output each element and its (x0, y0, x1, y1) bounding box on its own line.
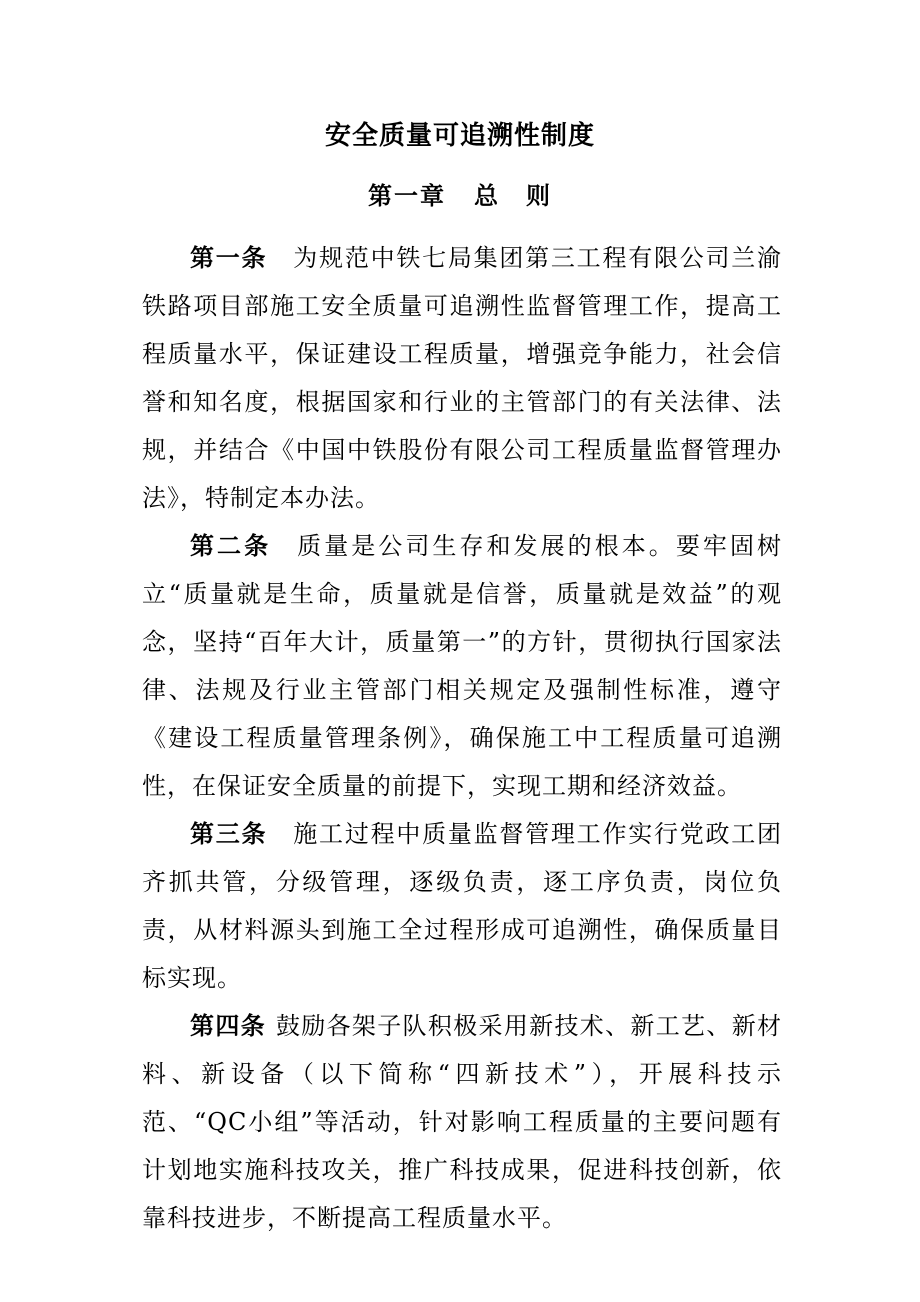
article-label: 第一条 (190, 244, 268, 272)
article-text: 施工过程中质量监督管理工作实行党政工团齐抓共管，分级管理，逐级负责，逐工序负责，岗位负责，从材料源头到施工全过程形成可追溯性，确保质量目标实现。 (142, 820, 783, 992)
chapter-heading (0, 177, 920, 215)
article-2 (142, 522, 782, 810)
chapter-number: 第一章 (368, 182, 446, 210)
article-text: 质量是公司生存和发展的根本。要牢固树立“质量就是生命，质量就是信誉，质量就是效益”的观念，坚持“百年大计，质量第一”的方针，贯彻执行国家法律、法规及行业主管部门相关规定及强制性标准，遵守《建设工程质量管理条例》，确保施工中工程质量可追溯性，在保证安全质量的前提下，实现工期和经济效益。 (142, 532, 783, 800)
document-title: 安全质量可追溯性制度 (324, 121, 595, 151)
article-label: 第三条 (190, 820, 268, 848)
article-text: 为规范中铁七局集团第三工程有限公司兰渝铁路项目部施工安全质量可追溯性监督管理工作，提高工程质量水平，保证建设工程质量，增强竞争能力，社会信誉和知名度，根据国家和行业的主管部门的有关法律、法规，并结合《中国中铁股份有限公司工程质量监督管理办法》，特制定本办法。 (142, 244, 783, 512)
document-body (142, 234, 782, 1242)
article-label: 第二条 (190, 532, 272, 560)
article-4 (142, 1002, 782, 1242)
article-label: 第四条 (190, 1012, 266, 1040)
article-3 (142, 810, 782, 1002)
chapter-name: 总 则 (474, 182, 552, 210)
article-text: 鼓励各架子队积极采用新技术、新工艺、新材料、新设备（以下简称“四新技术”），开展科技示范、“QC小组”等活动，针对影响工程质量的主要问题有计划地实施科技攻关，推广科技成果，促进科技创新，依靠科技进步，不断提高工程质量水平。 (142, 1012, 783, 1232)
article-1 (142, 234, 782, 522)
